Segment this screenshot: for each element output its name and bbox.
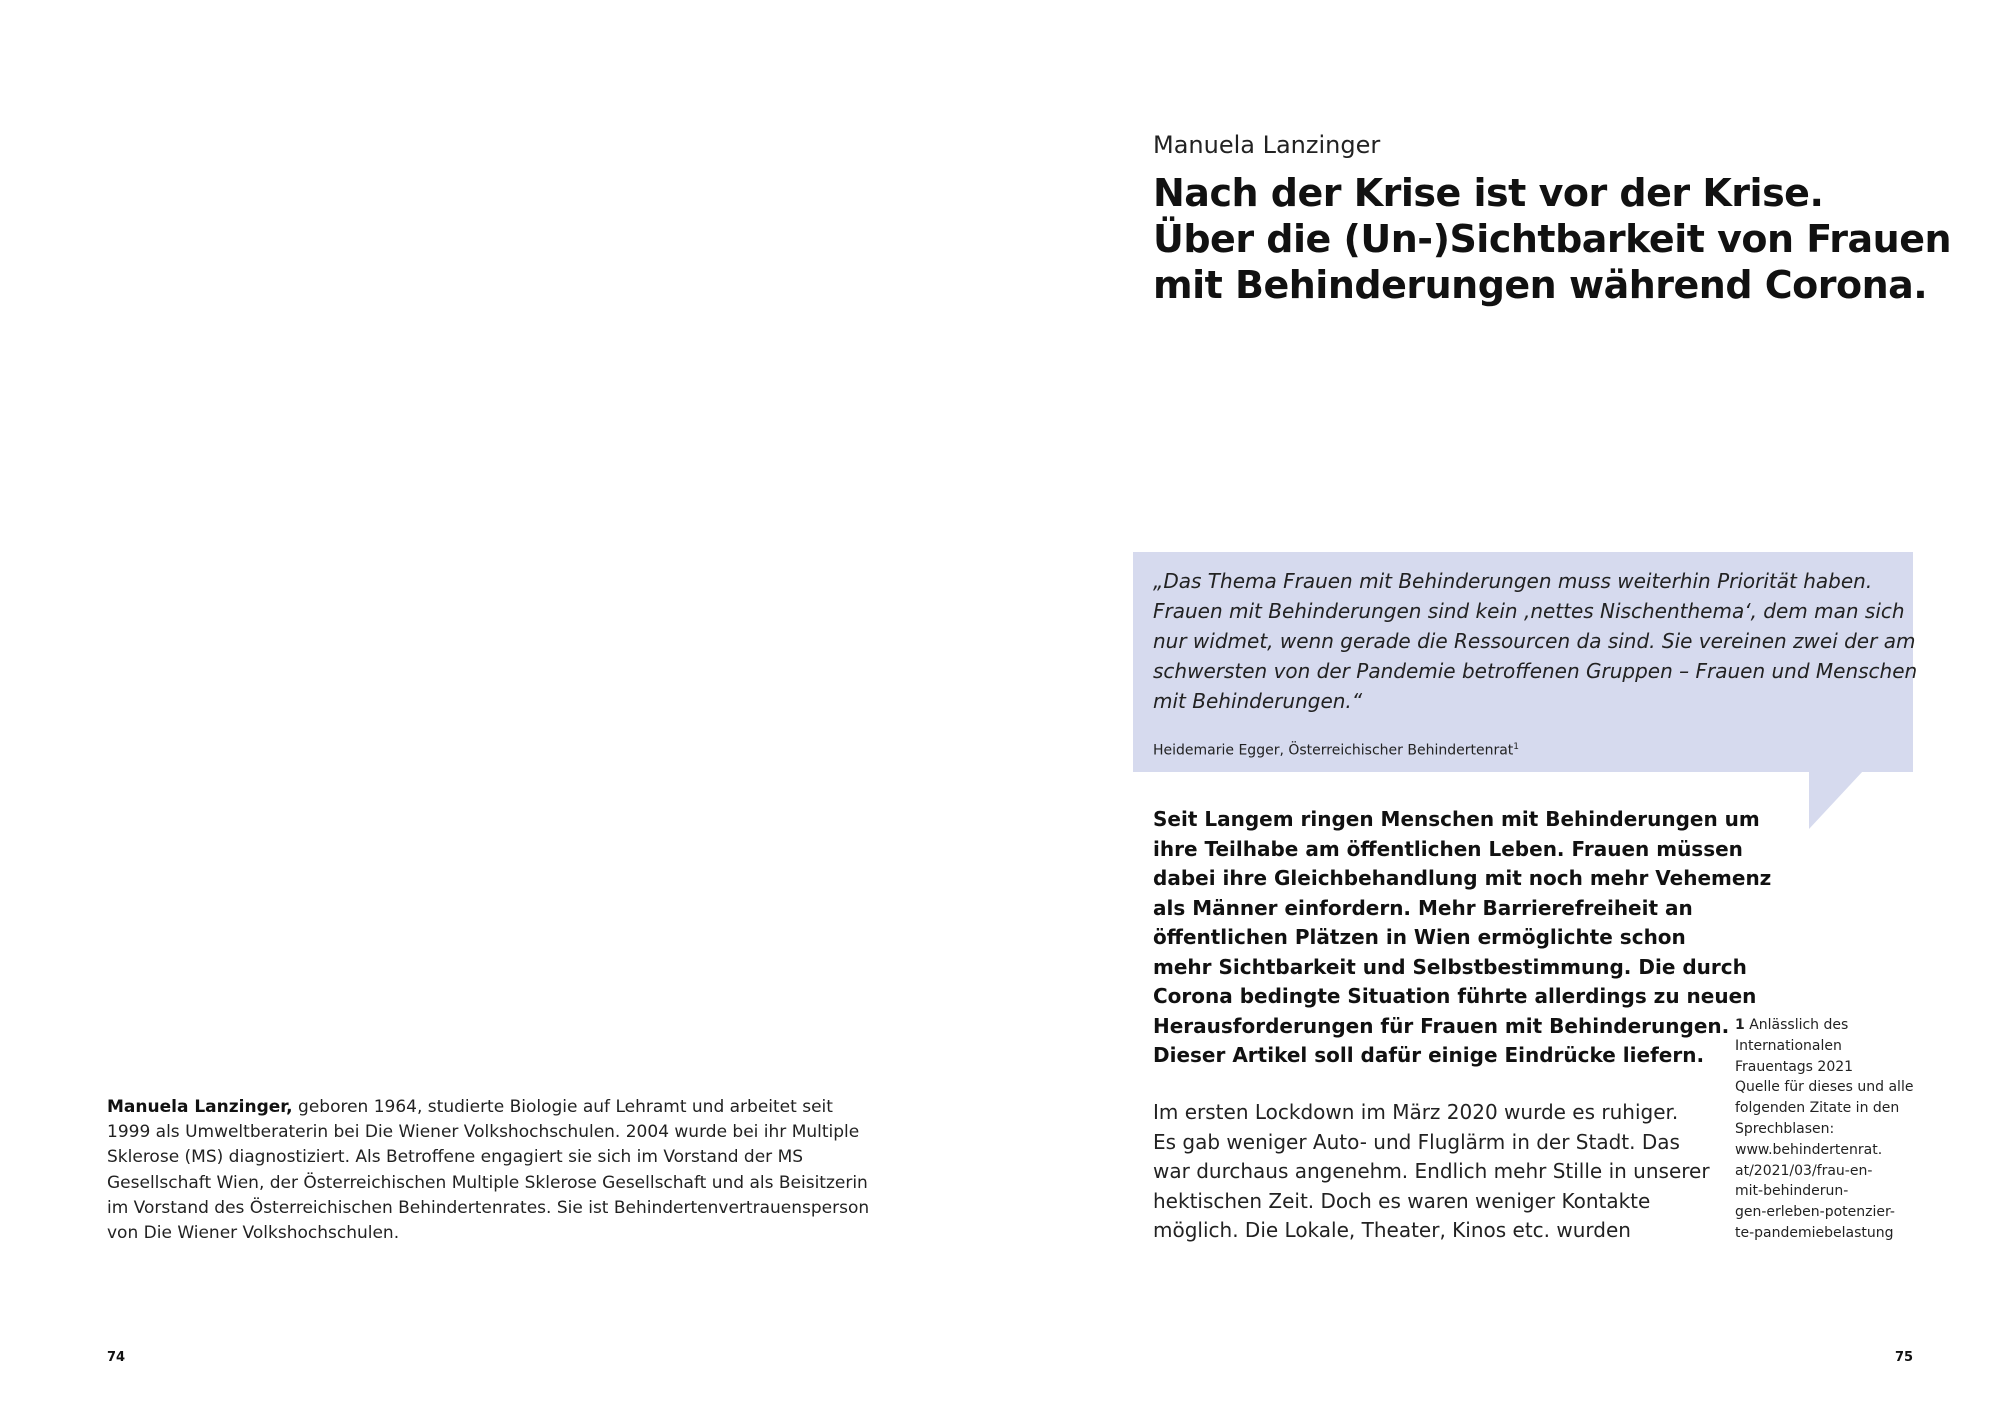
article-title [1153, 170, 1953, 308]
lead-line: Herausforderungen für Frauen mit Behinderungen. [1153, 1013, 1730, 1038]
footnote-number: 1 [1735, 1017, 1745, 1033]
quote-line: mit Behinderungen.“ [1153, 689, 1363, 713]
title-line: Über die (Un-)Sichtbarkeit von Frauen [1153, 217, 1952, 261]
bio-line: 1999 als Umweltberaterin bei Die Wiener Volkshochschulen. 2004 wurde bei ihr Multiple [107, 1122, 860, 1143]
body-line: möglich. Die Lokale, Theater, Kinos etc. wurden [1153, 1218, 1631, 1242]
footnote-link-line[interactable]: te-pandemiebelastung [1735, 1224, 1894, 1241]
body-line: Es gab weniger Auto- und Fluglärm in der Stadt. Das [1153, 1129, 1680, 1154]
footnote-link-line[interactable]: at/2021/03/frau-en- [1735, 1162, 1873, 1179]
footnote-line: Sprechblasen: [1735, 1120, 1835, 1137]
quote-line: schwersten von der Pandemie betroffenen Gruppen – Frauen und Menschen [1153, 659, 1918, 683]
title-line: mit Behinderungen während Corona. [1153, 263, 1928, 307]
footnote-line: Internationalen [1735, 1037, 1842, 1054]
author-bio [107, 1095, 887, 1246]
bio-line: im Vorstand des Österreichischen Behindertenrates. Sie ist Behindertenvertrauensperson [107, 1197, 870, 1218]
footnote-text: Anlässlich des [1749, 1017, 1849, 1033]
lead-line: Corona bedingte Situation führte allerdings zu neuen [1153, 984, 1757, 1008]
lead-line: dabei ihre Gleichbehandlung mit noch mehr Vehemenz [1153, 866, 1772, 890]
bio-text: geboren 1964, studierte Biologie auf Lehramt und arbeitet seit [292, 1097, 833, 1117]
title-line: Nach der Krise ist vor der Krise. [1153, 171, 1824, 215]
quote-source [1153, 737, 1519, 761]
lead-line: öffentlichen Plätzen in Wien ermöglichte schon [1153, 925, 1686, 949]
lead-line: Dieser Artikel soll dafür einige Eindrücke liefern. [1153, 1043, 1705, 1067]
lead-line: Seit Langem ringen Menschen mit Behinderungen um [1153, 807, 1760, 831]
footnote-link-line[interactable]: mit-behinderun- [1735, 1183, 1849, 1200]
quote-line: Frauen mit Behinderungen sind kein ‚nettes Nischenthema‘, dem man sich [1153, 599, 1905, 623]
lead-line: mehr Sichtbarkeit und Selbstbestimmung. Die durch [1153, 954, 1747, 979]
quote-line: „Das Thema Frauen mit Behinderungen muss weiterhin Priorität haben. [1153, 569, 1873, 593]
footnote-link-line[interactable]: gen-erleben-potenzier- [1735, 1204, 1895, 1221]
bio-line [107, 1095, 887, 1120]
page-number-left: 74 [107, 1350, 126, 1365]
quote-source-text: Heidemarie Egger, Österreichischer Behindertenrat [1153, 742, 1514, 759]
body-line: Im ersten Lockdown im März 2020 wurde es ruhiger. [1153, 1100, 1679, 1124]
body-line: hektischen Zeit. Doch es waren weniger Kontakte [1153, 1188, 1651, 1213]
footnote [1735, 1015, 1925, 1244]
article-author: Manuela Lanzinger [1153, 131, 1381, 159]
bio-line: Sklerose (MS) diagnostiziert. Als Betroffene engagiert sie sich im Vorstand der MS [107, 1147, 804, 1168]
footnote-line: Quelle für dieses und alle [1735, 1079, 1914, 1096]
footnote-link-line[interactable]: www.behindertenrat. [1735, 1141, 1883, 1158]
lead-paragraph [1153, 805, 1772, 1071]
pull-quote [1153, 566, 1918, 716]
footnote-line [1735, 1015, 1925, 1036]
body-paragraph [1153, 1098, 1713, 1246]
bio-line: von Die Wiener Volkshochschulen. [107, 1223, 400, 1244]
footnote-ref[interactable]: 1 [1513, 742, 1520, 752]
bio-name: Manuela Lanzinger, [107, 1097, 293, 1117]
body-line: war durchaus angenehm. Endlich mehr Stille in unserer [1153, 1159, 1710, 1183]
quote-line: nur widmet, wenn gerade die Ressourcen da sind. Sie vereinen zwei der am [1153, 629, 1916, 653]
bio-line: Gesellschaft Wien, der Österreichischen Multiple Sklerose Gesellschaft und als Beisitzerin [107, 1172, 868, 1193]
lead-line: als Männer einfordern. Mehr Barrierefreiheit an [1153, 895, 1693, 920]
footnote-line: Frauentags 2021 [1735, 1058, 1854, 1075]
quote-bubble-tail [1809, 771, 1863, 829]
footnote-line: folgenden Zitate in den [1735, 1100, 1900, 1117]
page-number-right: 75 [1895, 1350, 1914, 1365]
lead-line: ihre Teilhabe am öffentlichen Leben. Frauen müssen [1153, 836, 1743, 861]
